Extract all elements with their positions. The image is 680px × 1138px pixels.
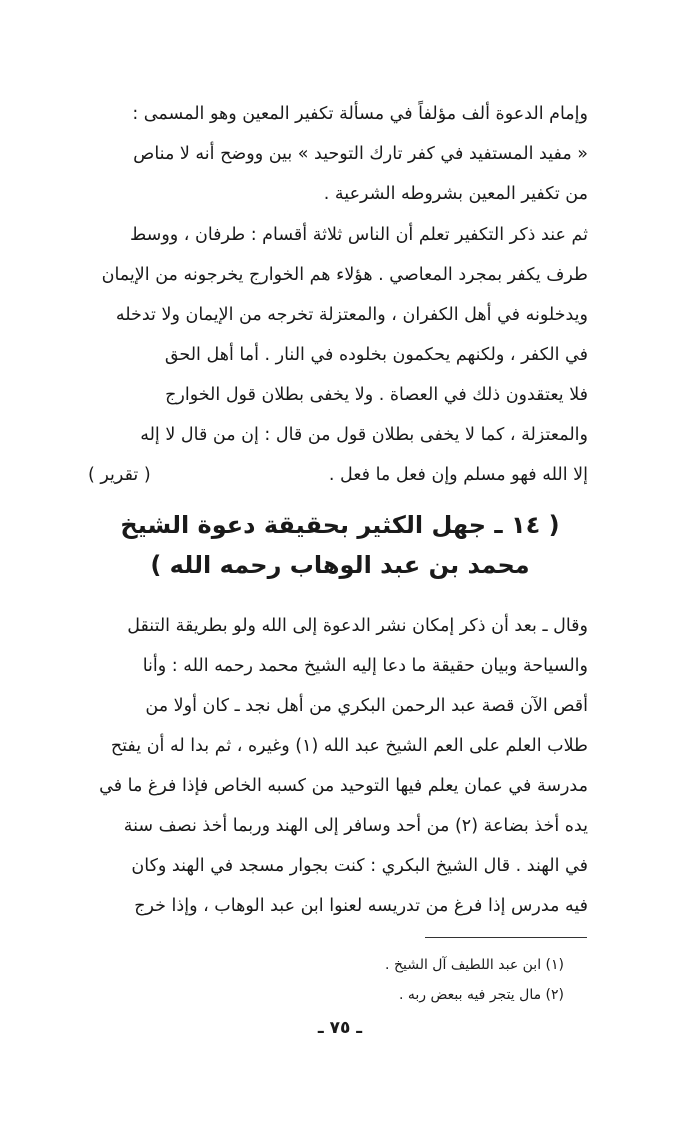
text-line: فلا يعتقدون ذلك في العصاة . ولا يخفى بطلان قول الخوارج (165, 385, 588, 405)
footnote-divider (425, 937, 587, 938)
text-line: طرف يكفر بمجرد المعاصي . هؤلاء هم الخوارج يخرجونه من الإيمان (101, 265, 588, 285)
text-line: يده أخذ بضاعة (٢) من أحد وسافر إلى الهند وربما أخذ نصف سنة (123, 816, 588, 836)
footnotes (200, 950, 564, 1010)
paragraph-bakri-story (88, 606, 588, 926)
footnote-1: (١) ابن عبد اللطيف آل الشيخ . (385, 957, 564, 973)
text-line: ويدخلونه في أهل الكفران ، والمعتزلة تخرجه من الإيمان ولا تدخله (115, 305, 588, 325)
paragraph-last-line: إلا الله فهو مسلم وإن فعل ما فعل . (328, 465, 588, 485)
section-heading-line1: ( ١٤ ـ جهل الكثير بحقيقة دعوة الشيخ (120, 511, 560, 539)
text-line: في الكفر ، ولكنهم يحكمون بخلوده في النار . أما أهل الحق (164, 345, 588, 365)
text-line: وقال ـ بعد أن ذكر إمكان نشر الدعوة إلى الله ولو بطريقة التنقل (127, 616, 588, 636)
text-line: وإمام الدعوة ألف مؤلفاً في مسألة تكفير المعين وهو المسمى : (132, 104, 588, 124)
text-line: طلاب العلم على العم الشيخ عبد الله (١) وغيره ، ثم بدا له أن يفتح (110, 736, 588, 756)
section-heading-line2: محمد بن عبد الوهاب رحمه الله ) (150, 551, 530, 579)
text-line: ثم عند ذكر التكفير تعلم أن الناس ثلاثة أقسام : طرفان ، ووسط (130, 225, 588, 245)
text-line: مدرسة في عمان يعلم فيها التوحيد من كسبه الخاص فإذا فرغ ما في (99, 776, 588, 796)
paragraph-takfir-book (88, 94, 588, 214)
source-note: ( تقرير ) (88, 465, 151, 485)
text-line: من تكفير المعين بشروطه الشرعية . (323, 184, 588, 204)
footnote-2: (٢) مال يتجر فيه ببعض ربه . (398, 987, 564, 1003)
paragraph-three-groups (88, 215, 588, 495)
text-line-last (88, 455, 588, 495)
section-heading (60, 505, 620, 585)
text-line: أقص الآن قصة عبد الرحمن البكري من أهل نجد ـ كان أولا من (145, 696, 588, 716)
text-line: والمعتزلة ، كما لا يخفى بطلان قول من قال : إن من قال لا إله (140, 425, 588, 445)
text-line: في الهند . قال الشيخ البكري : كنت بجوار مسجد في الهند وكان (131, 856, 588, 876)
text-line: « مفيد المستفيد في كفر تارك التوحيد » بين ووضح أنه لا مناص (133, 144, 588, 164)
text-line: فيه مدرس إذا فرغ من تدريسه لعنوا ابن عبد الوهاب ، وإذا خرج (134, 896, 588, 916)
text-line: والسياحة وبيان حقيقة ما دعا إليه الشيخ محمد رحمه الله : وأنا (142, 656, 588, 676)
page-number: ـ ٧٥ ـ (317, 1018, 363, 1038)
